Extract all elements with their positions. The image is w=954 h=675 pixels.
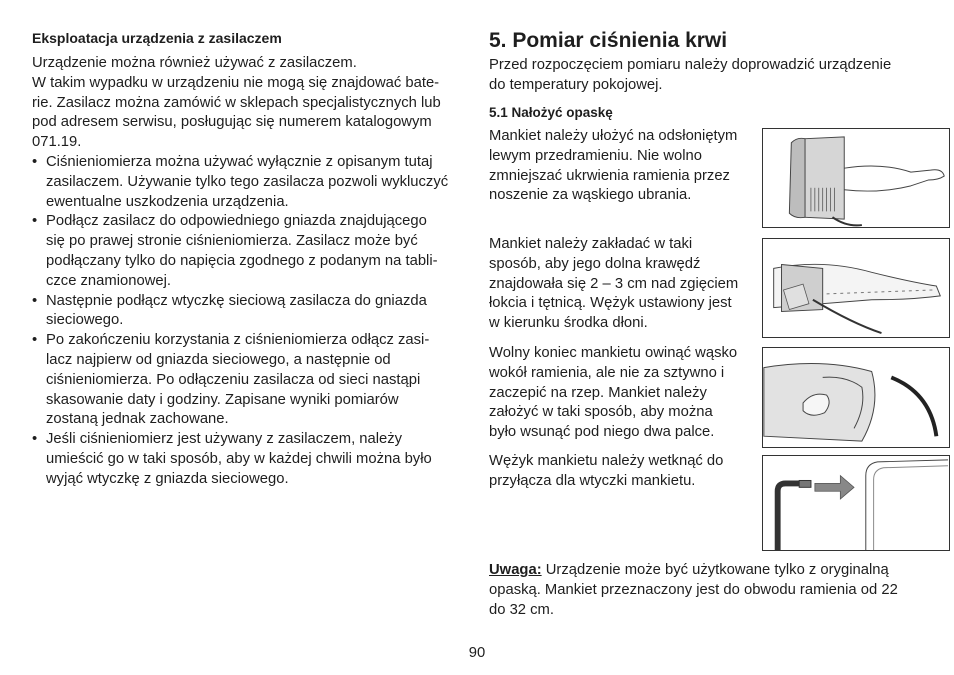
text-line: pod adresem serwisu, posługując się numerem katalogowym <box>32 114 432 131</box>
text-line: Po zakończeniu korzystania z ciśnieniomierza odłącz zasi- <box>46 332 430 349</box>
text-line: Wolny koniec mankietu owinąć wąsko <box>489 345 738 361</box>
text-line: Ciśnieniomierza można używać wyłącznie z opisanym tutaj <box>46 154 433 170</box>
list-item <box>32 153 472 212</box>
section-heading-power-adapter: Eksploatacja urządzenia z zasilaczem <box>32 30 282 46</box>
text-line: zaczepić na rzep. Mankiet należy <box>489 384 707 401</box>
list-item <box>32 212 472 291</box>
figure-tube-connector <box>762 455 950 551</box>
text-line: opaską. Mankiet przeznaczony jest do obwodu ramienia od 22 <box>489 581 898 598</box>
page-title: 5. Pomiar ciśnienia krwi <box>489 29 728 52</box>
list-item <box>32 292 472 332</box>
text-line: wyjąć wtyczkę z gniazda sieciowego. <box>46 470 289 487</box>
list-item <box>32 430 472 489</box>
text-line: umieścić go w taki sposób, aby w każdej chwili można było <box>46 450 432 467</box>
arm-cuff-position-illustration <box>763 239 949 337</box>
text-line: do temperatury pokojowej. <box>489 76 663 93</box>
text-line: Urządzenie może być użytkowane tylko z oryginalną <box>541 562 889 578</box>
text-line: Wężyk mankietu należy wetknąć do <box>489 453 724 469</box>
text-line: Jeśli ciśnieniomierz jest używany z zasilaczem, należy <box>46 431 403 448</box>
text-line: Podłącz zasilacz do odpowiedniego gniazda znajdującego <box>46 213 427 230</box>
note-paragraph <box>489 561 929 620</box>
step-paragraph-3 <box>489 344 751 443</box>
text-line: noszenie za wąskiego ubrania. <box>489 187 692 204</box>
text-line: Mankiet należy ułożyć na odsłoniętym <box>489 128 738 144</box>
text-line: lacz najpierw od gniazda sieciowego, a następnie od <box>46 351 391 368</box>
subsection-heading: 5.1 Nałożyć opaskę <box>489 105 613 120</box>
step-paragraph-4 <box>489 452 751 492</box>
text-line: Mankiet należy zakładać w taki <box>489 236 693 252</box>
step-paragraph-1 <box>489 127 751 206</box>
text-line: skasowanie daty i godziny. Zapisane wyniki pomiarów <box>46 391 399 408</box>
text-line: Następnie podłącz wtyczkę sieciową zasilacza do gniazda <box>46 292 427 309</box>
figure-cuff-above-elbow <box>762 238 950 338</box>
list-item <box>32 331 472 430</box>
text-line: było wsunąć pod niego dwa palce. <box>489 424 715 441</box>
text-line: W takim wypadku w urządzeniu nie mogą się znajdować bate- <box>32 74 440 91</box>
text-line: 071.19. <box>32 134 82 151</box>
arm-cuff-illustration <box>763 129 949 227</box>
text-line: w kierunku środka dłoni. <box>489 315 648 332</box>
text-line: Urządzenie można również używać z zasilaczem. <box>32 55 357 71</box>
figure-cuff-on-forearm <box>762 128 950 228</box>
page-number: 90 <box>468 645 486 661</box>
bullet-list <box>32 153 472 490</box>
text-line: łokcia i tętnicą. Wężyk ustawiony jest <box>489 295 732 312</box>
tube-plug-illustration <box>763 456 949 550</box>
text-line: sieciowego. <box>46 312 124 329</box>
text-line: sposób, aby jego dolna krawędź <box>489 255 701 272</box>
intro-paragraph <box>32 54 441 153</box>
text-line: znajdowała się 2 – 3 cm nad zgięciem <box>489 275 739 292</box>
text-line: czce znamionowej. <box>46 272 172 289</box>
text-line: do 32 cm. <box>489 601 554 618</box>
note-label: Uwaga: <box>489 562 542 578</box>
text-line: się po prawej stronie ciśnieniomierza. Zasilacz może być <box>46 233 418 250</box>
text-line: lewym przedramieniu. Nie wolno <box>489 147 702 164</box>
text-line: wokół ramienia, ale nie za sztywno i <box>489 364 725 381</box>
text-line: rie. Zasilacz można zamówić w sklepach specjalistycznych lub <box>32 94 441 111</box>
text-line: ewentualne uszkodzenia urządzenia. <box>46 193 289 210</box>
text-line: zostaną jednak zachowane. <box>46 411 229 428</box>
text-line: przyłącza dla wtyczki mankietu. <box>489 472 696 489</box>
text-line: założyć w taki sposób, aby można <box>489 404 713 421</box>
step-paragraph-2 <box>489 235 751 334</box>
intro-paragraph <box>489 56 891 96</box>
text-line: zmniejszać ukrwienia ramienia przez <box>489 167 730 184</box>
figure-wrapping-cuff <box>762 347 950 448</box>
cuff-wrap-illustration <box>763 348 949 447</box>
text-line: zasilaczem. Używanie tylko tego zasilacza pozwoli wykluczyć <box>46 173 449 190</box>
text-line: podłączany tylko do napięcia zgodnego z podanym na tabli- <box>46 252 438 269</box>
text-line: Przed rozpoczęciem pomiaru należy doprowadzić urządzenie <box>489 57 892 73</box>
text-line: ciśnieniomierza. Po odłączeniu zasilacza od sieci nastąpi <box>46 371 421 388</box>
